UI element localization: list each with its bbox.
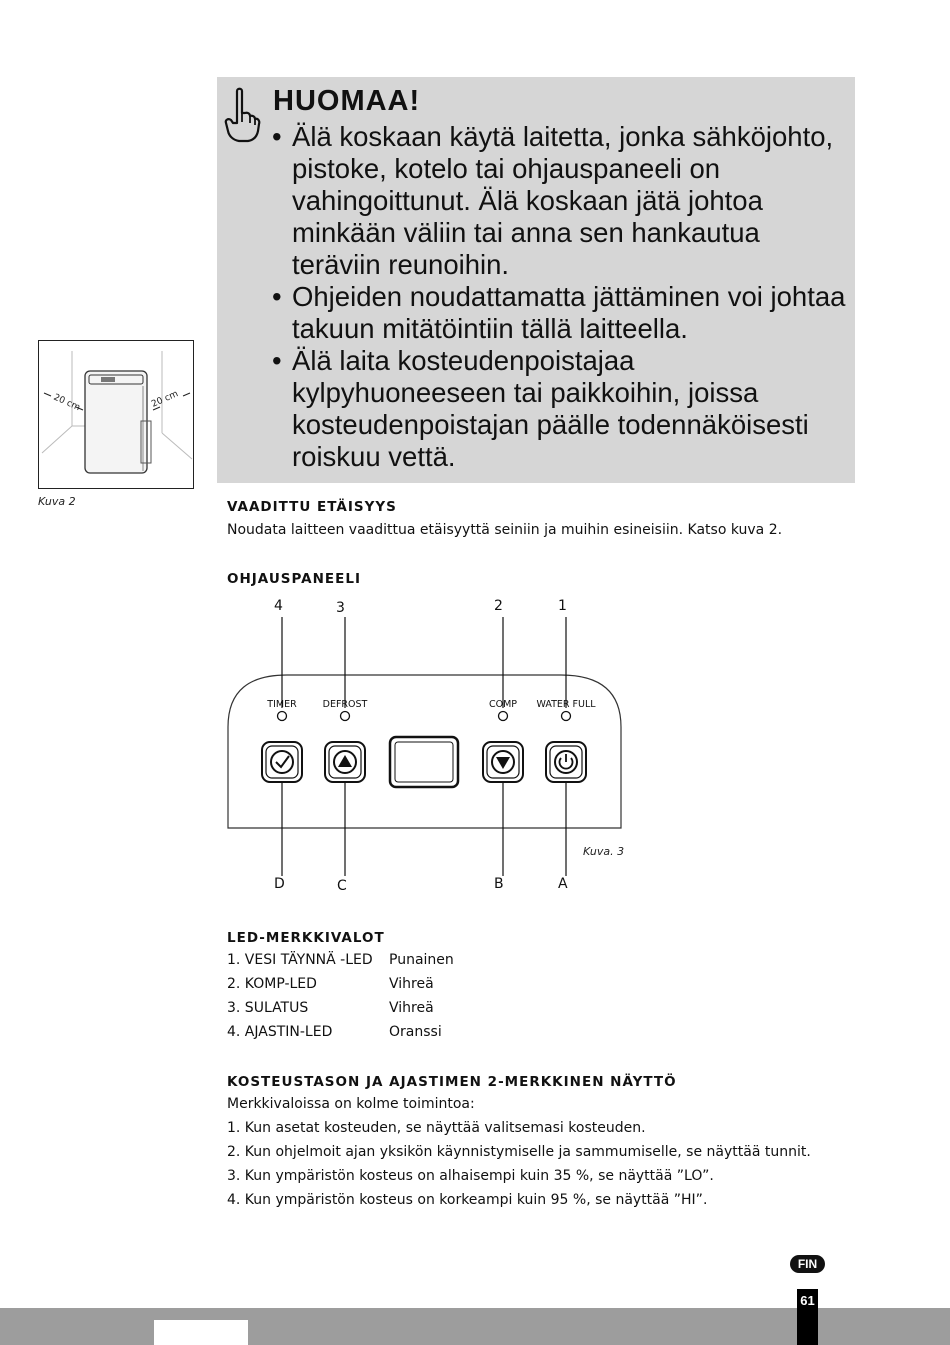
water-full-led (562, 712, 571, 721)
led-indicators-heading: LED-MERKKIVALOT (227, 930, 385, 946)
power-button[interactable] (546, 742, 586, 782)
led-name: 2. KOMP-LED (227, 976, 317, 992)
callout-2: 2 (494, 598, 503, 614)
defrost-led-label: DEFROST (322, 699, 368, 710)
figure-2-caption: Kuva 2 (38, 495, 76, 508)
timer-led (278, 712, 287, 721)
display-heading: KOSTEUSTASON JA AJASTIMEN 2-MERKKINEN NÄYTTÖ (227, 1074, 677, 1090)
clearance-figure (38, 340, 194, 489)
dehumidifier-clearance-illustration (39, 341, 195, 490)
control-panel-heading: OHJAUSPANEELI (227, 571, 361, 587)
note-title: HUOMAA! (273, 85, 421, 117)
comp-led (499, 712, 508, 721)
note-bullet-list (271, 121, 849, 473)
led-color: Punainen (389, 952, 454, 968)
callout-C: C (337, 878, 347, 894)
display-line: 3. Kun ympäristön kosteus on alhaisempi kuin 35 %, se näyttää ”LO”. (227, 1168, 714, 1184)
callout-3: 3 (336, 600, 345, 616)
callout-1: 1 (558, 598, 567, 614)
led-color: Vihreä (389, 976, 434, 992)
callout-D: D (274, 876, 285, 892)
note-bullet: • Ohjeiden noudattamatta jättäminen voi johtaa takuun mitätöintiin tällä laitteella. (271, 281, 849, 345)
display-line: 4. Kun ympäristön kosteus on korkeampi kuin 95 %, se näyttää ”HI”. (227, 1192, 708, 1208)
figure-3-caption: Kuva. 3 (583, 845, 625, 858)
note-bullet: • Älä laita kosteudenpoistajaa kylpyhuoneeseen tai paikkoihin, joissa kosteudenpoistajan päälle todennäköisesti roiskuu vettä. (271, 345, 849, 473)
left-distance-label: 20 cm (51, 392, 82, 414)
led-name: 1. VESI TÄYNNÄ -LED (227, 952, 373, 968)
led-color: Oranssi (389, 1024, 442, 1040)
pointing-hand-icon (223, 87, 261, 143)
callout-B: B (494, 876, 504, 892)
comp-led-label: COMP (488, 699, 518, 710)
required-distance-heading: VAADITTU ETÄISYYS (227, 499, 397, 515)
display-line: Merkkivaloissa on kolme toimintoa: (227, 1096, 475, 1112)
required-distance-text: Noudata laitteen vaadittua etäisyyttä seiniin ja muihin esineisiin. Katso kuva 2. (227, 522, 783, 538)
down-button[interactable] (483, 742, 523, 782)
display-line: 2. Kun ohjelmoit ajan yksikön käynnistymiselle ja sammumiselle, se näyttää tunnit. (227, 1144, 811, 1160)
led-name: 3. SULATUS (227, 1000, 309, 1016)
display-line: 1. Kun asetat kosteuden, se näyttää valitsemasi kosteuden. (227, 1120, 646, 1136)
timer-led-label: TIMER (267, 699, 297, 710)
callout-A: A (558, 876, 568, 892)
timer-button[interactable] (262, 742, 302, 782)
up-button[interactable] (325, 742, 365, 782)
led-color: Vihreä (389, 1000, 434, 1016)
water-full-led-label: WATER FULL (536, 699, 596, 710)
two-digit-display (390, 737, 458, 787)
led-name: 4. AJASTIN-LED (227, 1024, 333, 1040)
footer-white-block (154, 1320, 248, 1345)
language-badge: FIN (790, 1255, 825, 1273)
note-bullet: • Älä koskaan käytä laitetta, jonka sähköjohto, pistoke, kotelo tai ohjauspaneeli on vahingoittunut. Älä koskaan jätä johtoa minkään väliin tai anna sen hankautua teräviin reunoihin. (271, 121, 849, 281)
callout-4: 4 (274, 598, 283, 614)
warning-note (217, 77, 855, 483)
display-function-list (227, 1096, 811, 1216)
control-panel-diagram (225, 595, 630, 900)
page-number: 61 (797, 1289, 818, 1345)
right-distance-label: 20 cm (150, 389, 180, 410)
defrost-led (341, 712, 350, 721)
